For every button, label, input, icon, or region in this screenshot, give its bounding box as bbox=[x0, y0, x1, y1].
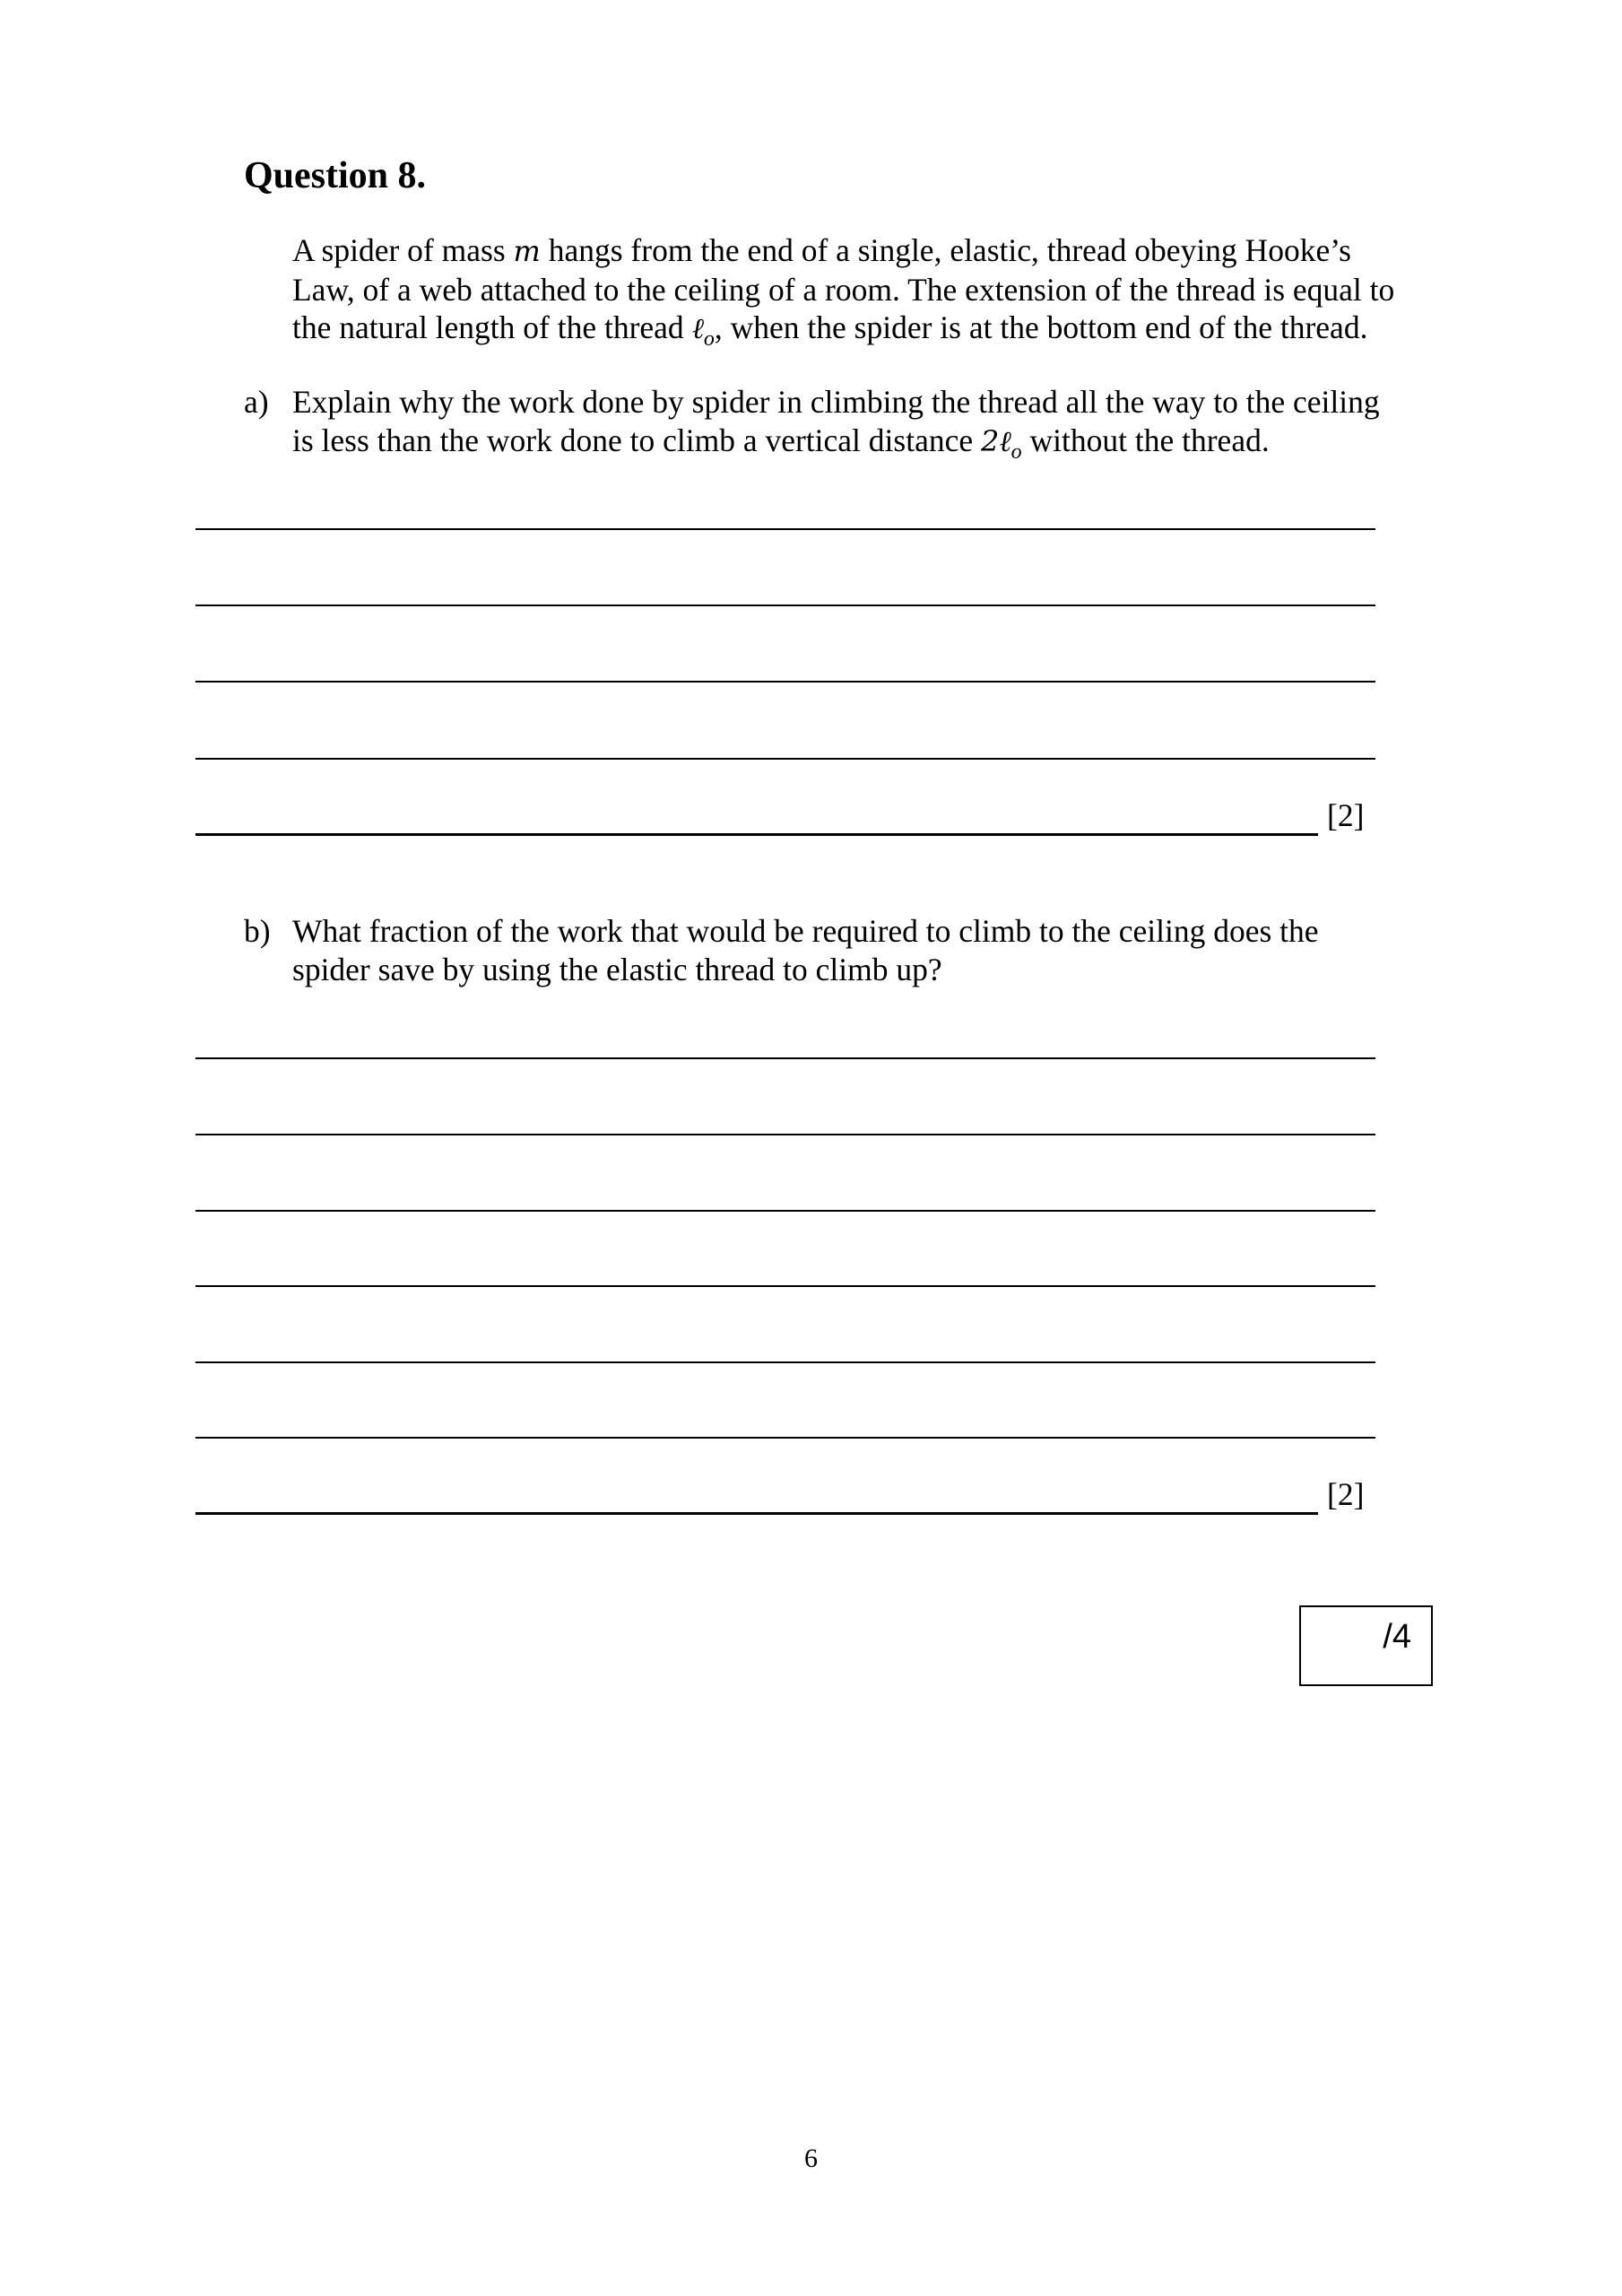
part-a-label: a) bbox=[244, 384, 269, 420]
answer-line-a1[interactable] bbox=[195, 528, 1375, 530]
intro-line-2: Law, of a web attached to the ceiling of a room. The extension of the thread is equal to bbox=[292, 271, 1395, 308]
part-b-line-2: spider save by using the elastic thread to climb up? bbox=[292, 951, 942, 987]
part-b-label: b) bbox=[244, 913, 271, 949]
part-a-line-2 bbox=[292, 422, 1476, 472]
question-title: Question 8. bbox=[244, 155, 427, 196]
score-box[interactable] bbox=[1299, 1605, 1433, 1686]
question-intro bbox=[292, 231, 1476, 359]
text: without the thread. bbox=[1021, 422, 1270, 458]
text: , when the spider is at the bottom end of the thread. bbox=[714, 309, 1368, 345]
math-m: m bbox=[513, 234, 541, 268]
part-a-question bbox=[292, 383, 1476, 471]
part-a-marks: [2] bbox=[1327, 797, 1365, 833]
part-b-marks: [2] bbox=[1327, 1476, 1365, 1512]
part-a-line-1: Explain why the work done by spider in climbing the thread all the way to the ceiling bbox=[292, 384, 1380, 420]
answer-line-b6[interactable] bbox=[195, 1437, 1375, 1439]
answer-line-a5[interactable] bbox=[195, 833, 1318, 836]
answer-line-b3[interactable] bbox=[195, 1210, 1375, 1212]
text: hangs from the end of a single, elastic, thread obeying Hooke’s bbox=[540, 232, 1351, 268]
math-sub: o bbox=[703, 327, 715, 352]
answer-line-a4[interactable] bbox=[195, 758, 1375, 760]
answer-line-b4[interactable] bbox=[195, 1285, 1375, 1287]
math-2l: 2ℓ bbox=[980, 423, 1011, 458]
text: A spider of mass bbox=[292, 232, 514, 268]
intro-line-1 bbox=[292, 231, 1476, 271]
answer-line-b5[interactable] bbox=[195, 1361, 1375, 1363]
part-b-line-1: What fraction of the work that would be required to climb to the ceiling does the bbox=[292, 913, 1319, 949]
answer-line-b2[interactable] bbox=[195, 1134, 1375, 1135]
math-sub: o bbox=[1010, 439, 1022, 464]
text: is less than the work done to climb a vertical distance bbox=[292, 422, 981, 458]
part-b-question bbox=[292, 912, 1476, 988]
answer-line-a2[interactable] bbox=[195, 604, 1375, 606]
math-l: ℓ bbox=[691, 311, 704, 345]
score-total: /4 bbox=[1383, 1618, 1411, 1656]
page-number: 6 bbox=[804, 2144, 818, 2173]
answer-line-b7[interactable] bbox=[195, 1512, 1318, 1515]
text: the natural length of the thread bbox=[292, 309, 692, 345]
answer-line-a3[interactable] bbox=[195, 681, 1375, 683]
answer-line-b1[interactable] bbox=[195, 1057, 1375, 1059]
intro-line-3 bbox=[292, 309, 1476, 359]
